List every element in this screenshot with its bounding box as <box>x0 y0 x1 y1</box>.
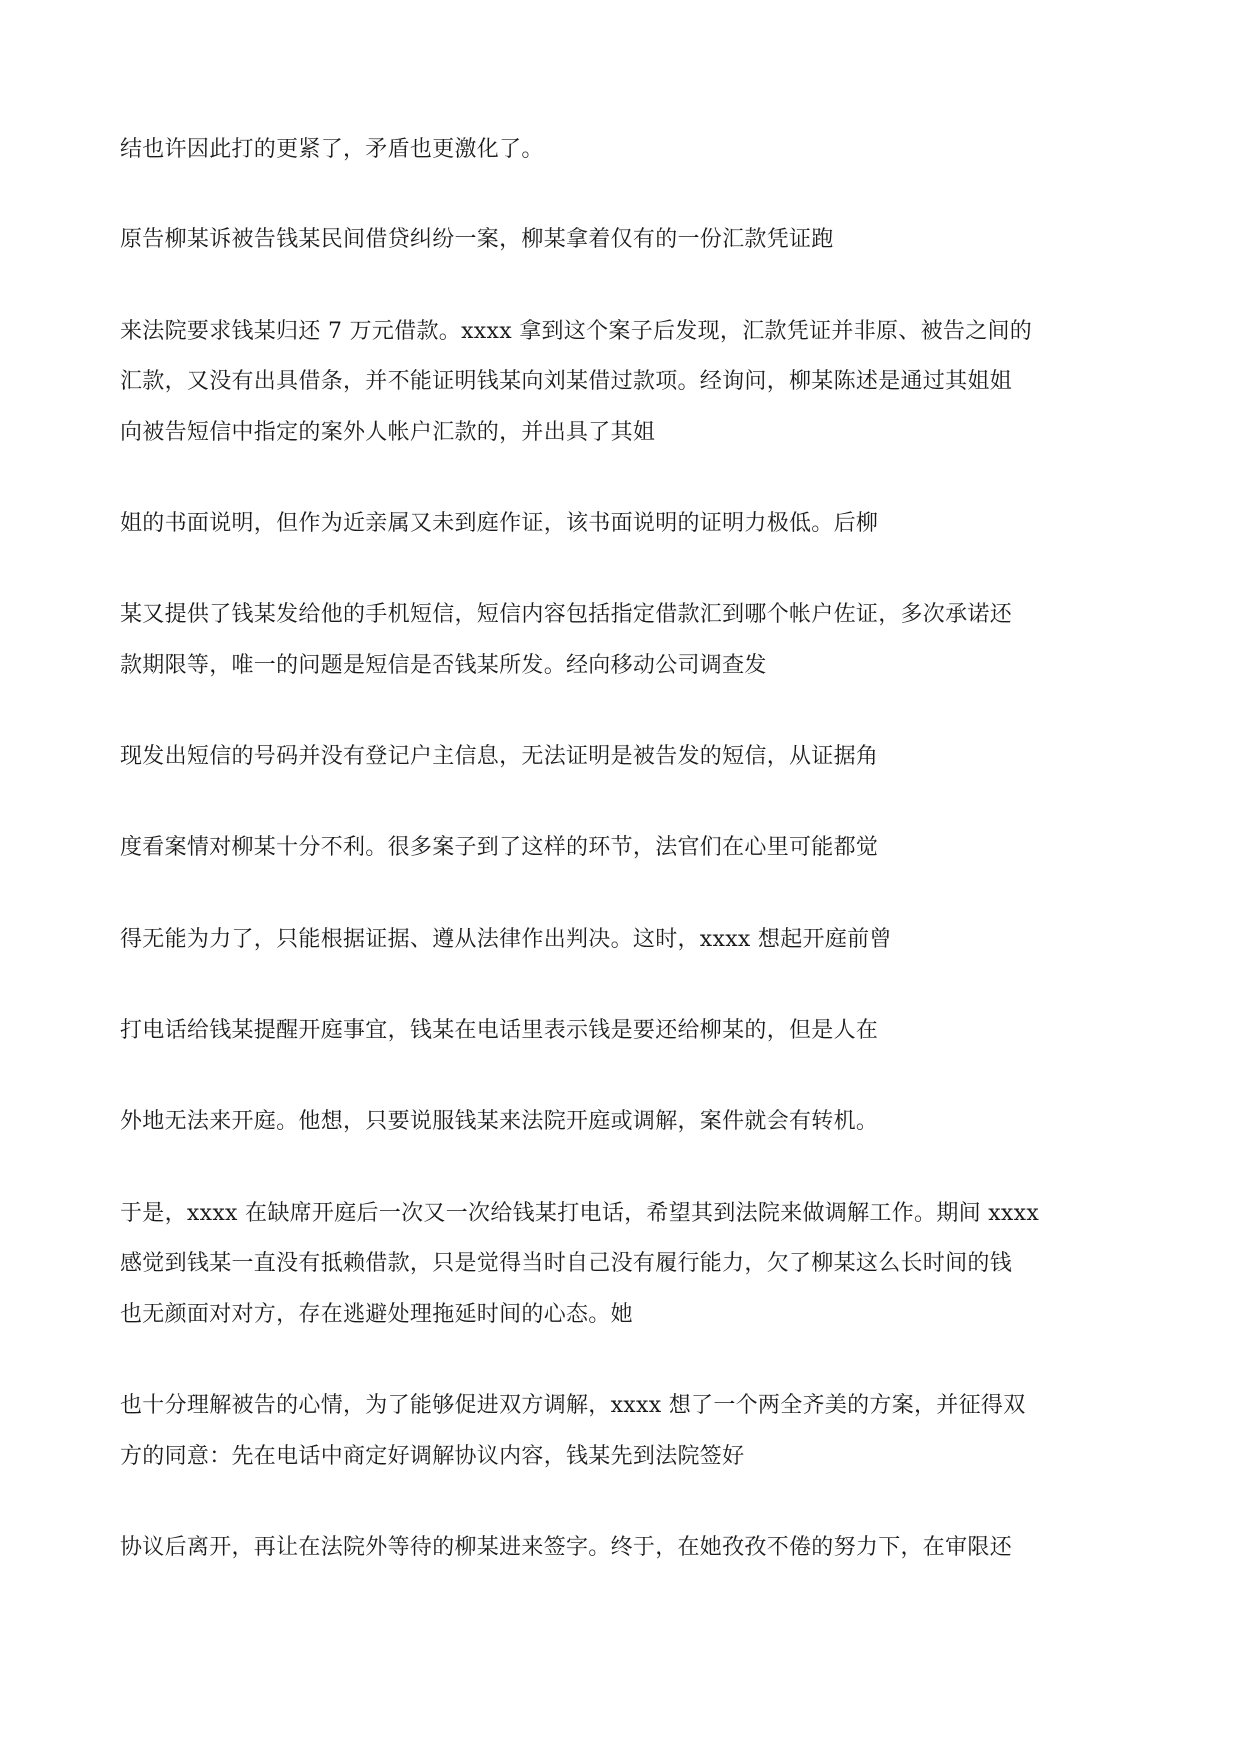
text-line: 得无能为力了，只能根据证据、遵从法律作出判决。这时，xxxx 想起开庭前曾 <box>120 927 892 952</box>
text-line: 结也许因此打的更紧了，矛盾也更激化了。 <box>120 137 544 162</box>
text-line: 也十分理解被告的心情，为了能够促进双方调解，xxxx 想了一个两全齐美的方案，并征得双 <box>120 1393 1026 1418</box>
text-line: 方的同意：先在电话中商定好调解协议内容，钱某先到法院签好 <box>120 1444 745 1469</box>
text-line: 向被告短信中指定的案外人帐户汇款的，并出具了其姐 <box>120 420 656 445</box>
text-line: 打电话给钱某提醒开庭事宜，钱某在电话里表示钱是要还给柳某的，但是人在 <box>120 1018 879 1043</box>
text-line: 原告柳某诉被告钱某民间借贷纠纷一案，柳某拿着仅有的一份汇款凭证跑 <box>120 227 834 252</box>
text-line: 某又提供了钱某发给他的手机短信，短信内容包括指定借款汇到哪个帐户佐证，多次承诺还 <box>120 602 1013 627</box>
text-line: 姐的书面说明，但作为近亲属又未到庭作证，该书面说明的证明力极低。后柳 <box>120 511 879 536</box>
text-line: 外地无法来开庭。他想，只要说服钱某来法院开庭或调解，案件就会有转机。 <box>120 1109 879 1134</box>
text-line: 汇款，又没有出具借条，并不能证明钱某向刘某借过款项。经询问，柳某陈述是通过其姐姐 <box>120 369 1013 394</box>
text-line: 现发出短信的号码并没有登记户主信息，无法证明是被告发的短信，从证据角 <box>120 744 879 769</box>
text-line: 来法院要求钱某归还 7 万元借款。xxxx 拿到这个案子后发现，汇款凭证并非原、被告之间的 <box>120 319 1033 344</box>
text-line: 协议后离开，再让在法院外等待的柳某进来签字。终于，在她孜孜不倦的努力下，在审限还 <box>120 1535 1013 1560</box>
text-line: 度看案情对柳某十分不利。很多案子到了这样的环节，法官们在心里可能都觉 <box>120 835 879 860</box>
text-line: 也无颜面对对方，存在逃避处理拖延时间的心态。她 <box>120 1302 633 1327</box>
text-line: 于是，xxxx 在缺席开庭后一次又一次给钱某打电话，希望其到法院来做调解工作。期间 xxxx <box>120 1201 1040 1226</box>
text-line: 感觉到钱某一直没有抵赖借款，只是觉得当时自己没有履行能力，欠了柳某这么长时间的钱 <box>120 1251 1013 1276</box>
text-line: 款期限等，唯一的问题是短信是否钱某所发。经向移动公司调查发 <box>120 653 767 678</box>
